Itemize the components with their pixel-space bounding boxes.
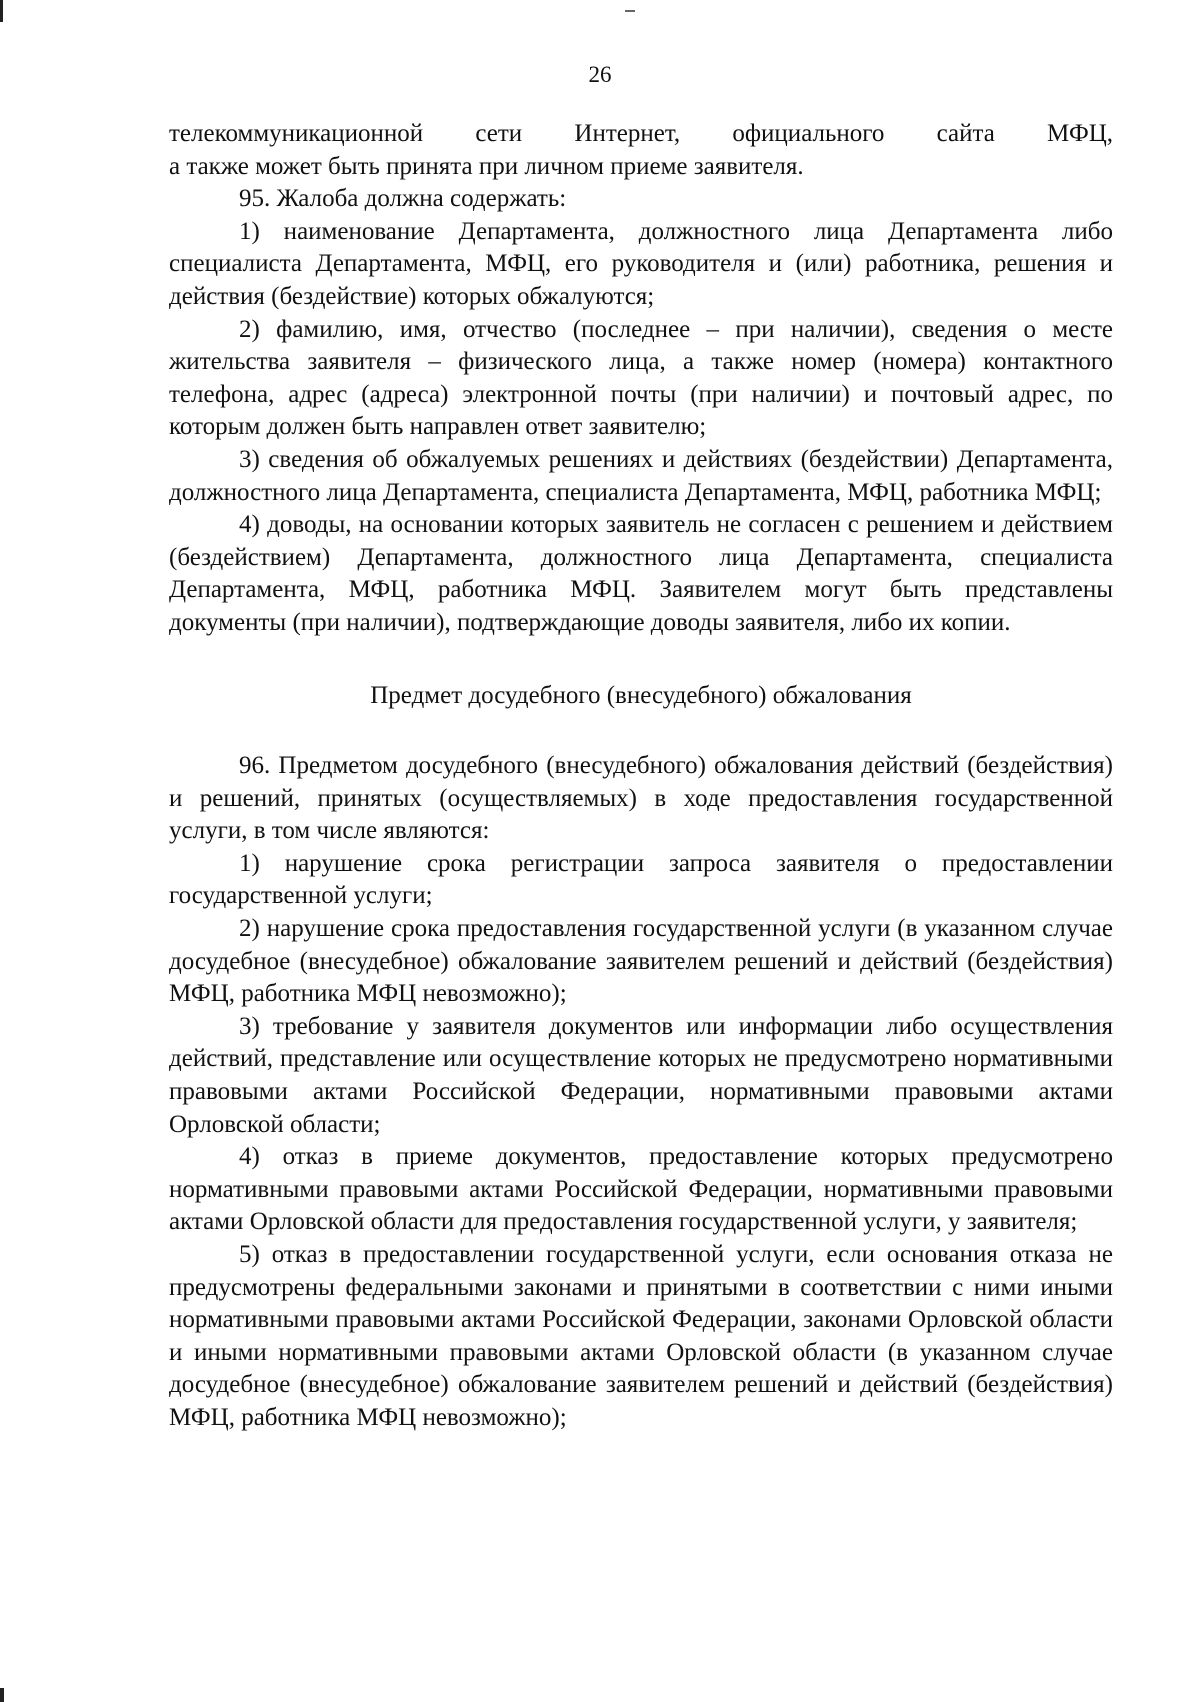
clause-96-item-5: 5) отказ в предоставлении государственной услуги, если основания отказа не предусмотрены федеральными законами и принятыми в соответствии с ними иными нормативными правовыми актами Российской Федерации, законами Орловской области и иными нормативными правовыми актами Орловской области (в указанном случае досудебное (внесудебное) обжалование заявителем решений и действий (бездействия) МФЦ, работника МФЦ невозможно); <box>169 1241 1113 1431</box>
document-body <box>169 118 1113 1435</box>
intro-paragraph-end <box>169 151 1113 184</box>
clause-96-item-1: 1) нарушение срока регистрации запроса заявителя о предоставлении государственной услуги; <box>169 849 1113 910</box>
clause-95-item-4: 4) доводы, на основании которых заявитель не согласен с решением и действием (бездействием) Департамента, должностного лица Департамента, специалиста Департамента, МФЦ, работника МФЦ. Заявителем могут быть представлены документы (при наличии), подтверждающие доводы заявителя, либо их копии. <box>169 511 1113 636</box>
clause-95-item-3: 3) сведения об обжалуемых решениях и действиях (бездействии) Департамента, должностного лица Департамента, специалиста Департамента, МФЦ, работника МФЦ; <box>169 445 1113 506</box>
section-heading: Предмет досудебного (внесудебного) обжалования <box>370 681 912 709</box>
clause-96-item-3: 3) требование у заявителя документов или информации либо осуществления действий, представление или осуществление которых не предусмотрено нормативными правовыми актами Российской Федерации, нормативными правовыми актами Орловской области; <box>169 1012 1113 1138</box>
clause-95-item-1: 1) наименование Департамента, должностного лица Департамента либо специалиста Департамента, МФЦ, его руководителя и (или) работника, решения и действия (бездействие) которых обжалуются; <box>169 217 1113 310</box>
clause-95-item-2: 2) фамилию, имя, отчество (последнее – при наличии), сведения о месте жительства заявителя – физического лица, а также номер (номера) контактного телефона, адрес (адреса) электронной почты (при наличии) и почтовый адрес, по которым должен быть направлен ответ заявителю; <box>169 315 1113 441</box>
intro-line-1: телекоммуникационной сети Интернет, официального сайта МФЦ, <box>169 120 1113 147</box>
clause-96-item-4: 4) отказ в приеме документов, предоставление которых предусмотрено нормативными правовыми актами Российской Федерации, нормативными правовыми актами Орловской области для предоставления государственной услуги, у заявителя; <box>169 1143 1113 1236</box>
intro-line-2: а также может быть принята при личном приеме заявителя. <box>169 152 804 180</box>
clause-96-text: 96. Предметом досудебного (внесудебного) обжалования действий (бездействия) и решений, принятых (осуществляемых) в ходе предоставления государственной услуги, в том числе являются: <box>169 752 1113 845</box>
scan-edge-mark-top-left <box>0 0 3 22</box>
scan-edge-mark-bottom-left <box>0 1688 4 1702</box>
clause-96-item-2: 2) нарушение срока предоставления государственной услуги (в указанном случае досудебное (внесудебное) обжалование заявителем решений и действий (бездействия) МФЦ, работника МФЦ невозможно); <box>169 915 1113 1008</box>
clause-95-title: 95. Жалоба должна содержать: <box>239 185 567 213</box>
page-number: 26 <box>588 62 612 87</box>
intro-paragraph <box>169 118 1113 151</box>
scan-dot-top <box>625 10 635 12</box>
